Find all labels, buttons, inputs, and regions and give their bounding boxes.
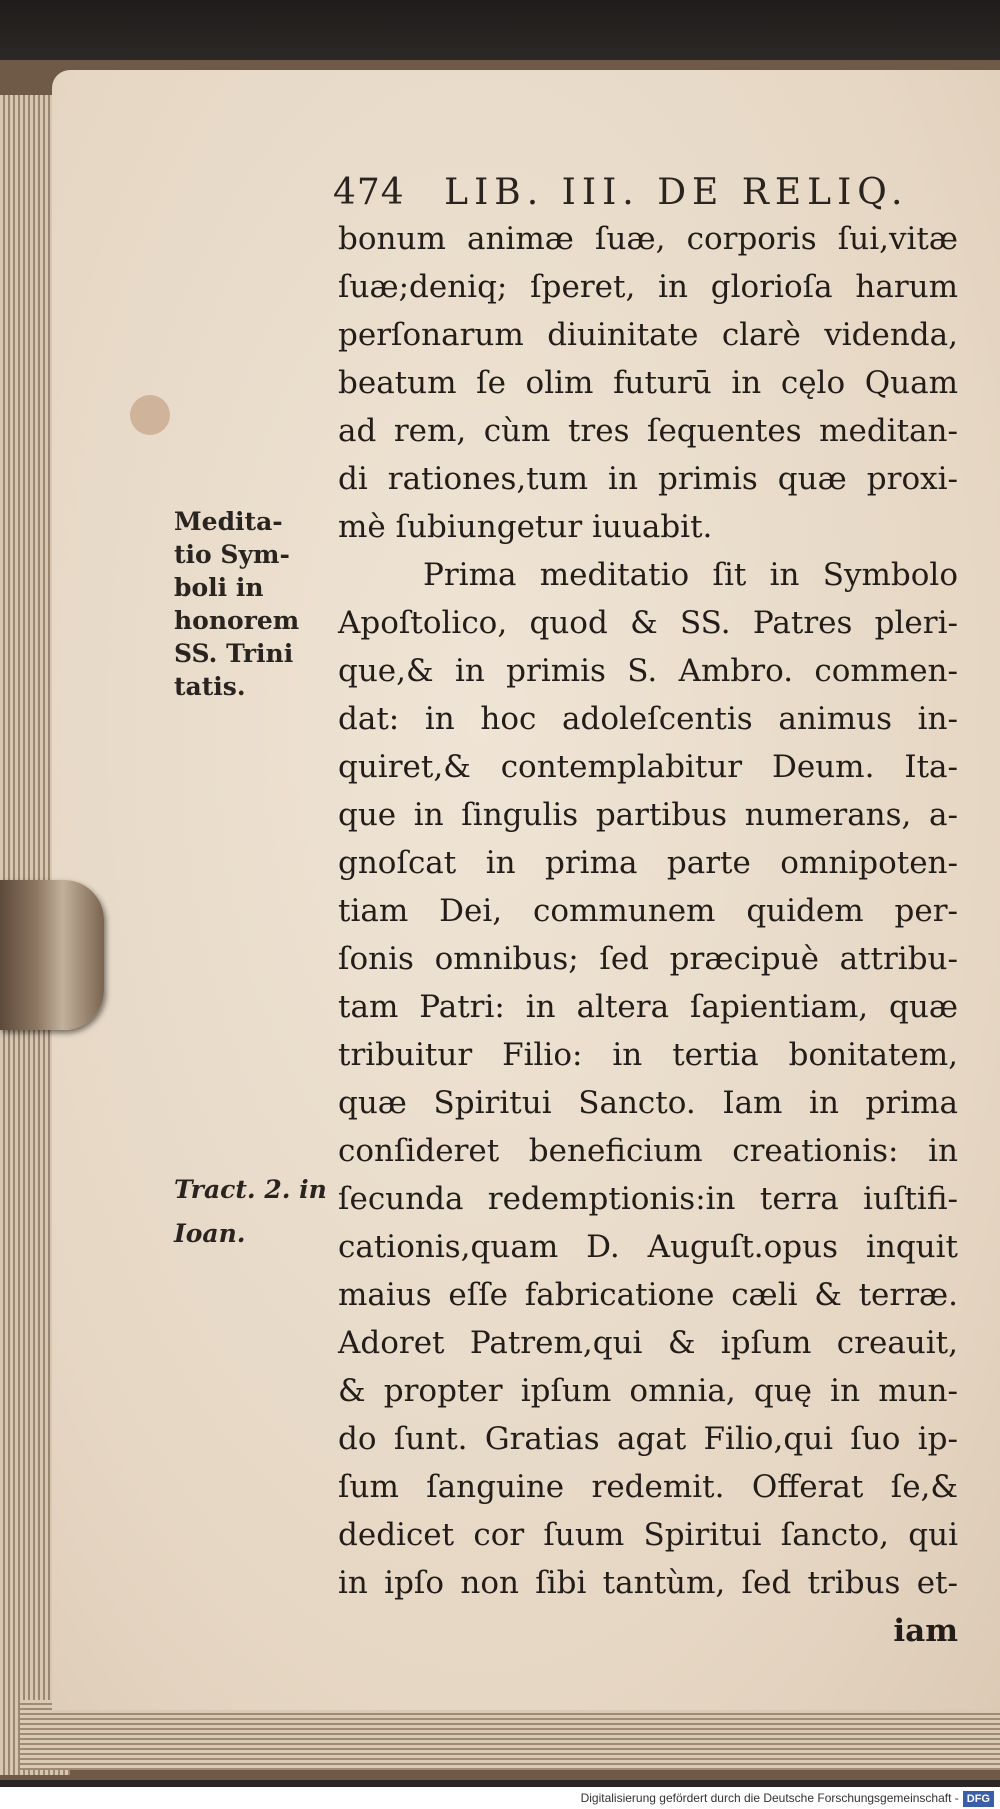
catchword: iam <box>893 1613 958 1649</box>
text-line: bonum animæ ſuæ, corporis ſui,vitæ <box>338 221 958 257</box>
page-number: 474 <box>333 172 405 213</box>
text-line: que in ſingulis partibus numerans, a- <box>338 797 958 833</box>
margin-note-line: honorem <box>174 606 300 635</box>
margin-note-line: Ioan. <box>174 1219 246 1248</box>
text-line: tiam Dei, communem quidem per- <box>338 893 958 929</box>
text-line: do ſunt. Gratias agat Filio,qui ſuo ip- <box>338 1421 958 1457</box>
text-line: ſum ſanguine redemit. Offerat ſe,& <box>338 1469 958 1505</box>
text-line: que,& in primis S. Ambro. commen- <box>338 653 958 689</box>
margin-note-citation <box>174 1168 327 1256</box>
text-line: & propter ipſum omnia, quę in mun- <box>338 1373 958 1409</box>
text-line: ſecunda redemptionis:in terra iuſtifi- <box>338 1181 958 1217</box>
text-line: beatum ſe olim futurū in cęlo Quam <box>338 365 958 401</box>
text-line: dat: in hoc adoleſcentis animus in- <box>338 701 958 737</box>
text-line: ſonis omnibus; ſed præcipuè attribu- <box>338 941 958 977</box>
margin-note-line: SS. Trini <box>174 639 294 668</box>
text-line: Adoret Patrem,qui & ipſum creauit, <box>338 1325 958 1361</box>
text-line: dedicet cor ſuum Spiritui ſancto, qui <box>338 1517 958 1553</box>
text-line: gnoſcat in prima parte omnipoten- <box>338 845 958 881</box>
text-line: conſideret beneficium creationis: in <box>338 1133 958 1169</box>
margin-note-meditatio <box>174 505 299 703</box>
text-line: di rationes,tum in primis quæ proxi- <box>338 461 958 497</box>
text-line: maius eſſe fabricatione cæli & terræ. <box>338 1277 958 1313</box>
text-line: quiret,& contemplabitur Deum. Ita- <box>338 749 958 785</box>
text-line: in ipſo non ſibi tantùm, ſed tribus et- <box>338 1565 958 1601</box>
text-line: Apoſtolico, quod & SS. Patres pleri- <box>338 605 958 641</box>
margin-note-line: boli in <box>174 573 264 602</box>
margin-note-line: Medita- <box>174 507 283 536</box>
text-line: ſuæ;deniq; ſperet, in glorioſa harum <box>338 269 958 305</box>
margin-note-line: Tract. 2. in <box>174 1175 327 1204</box>
page-edges-bottom <box>20 1700 1000 1770</box>
margin-note-line: tio Sym- <box>174 540 290 569</box>
running-title: LIB. III. DE RELIQ. <box>444 172 909 213</box>
margin-note-line: tatis. <box>174 672 246 701</box>
text-line: mè ſubiungetur iuuabit. <box>338 509 713 545</box>
main-text <box>338 215 958 1655</box>
text-line: quæ Spiritui Sancto. Iam in prima <box>338 1085 958 1121</box>
footer-text: Digitalisierung gefördert durch die Deutsche Forschungsgemeinschaft - <box>580 1791 959 1805</box>
text-line: tam Patri: in altera ſapientiam, quæ <box>338 989 958 1025</box>
digitization-footer <box>0 1787 1000 1809</box>
paper-stain <box>130 395 170 435</box>
text-line: ad rem, cùm tres ſequentes meditan- <box>338 413 958 449</box>
book-clasp <box>0 880 104 1030</box>
text-line: perſonarum diuinitate clarè videnda, <box>338 317 958 353</box>
dfg-logo: DFG <box>963 1791 994 1807</box>
text-line: Prima meditatio ſit in Symbolo <box>423 557 958 593</box>
text-line: cationis,quam D. Auguſt.opus inquit <box>338 1229 958 1265</box>
text-line: tribuitur Filio: in tertia bonitatem, <box>338 1037 958 1073</box>
